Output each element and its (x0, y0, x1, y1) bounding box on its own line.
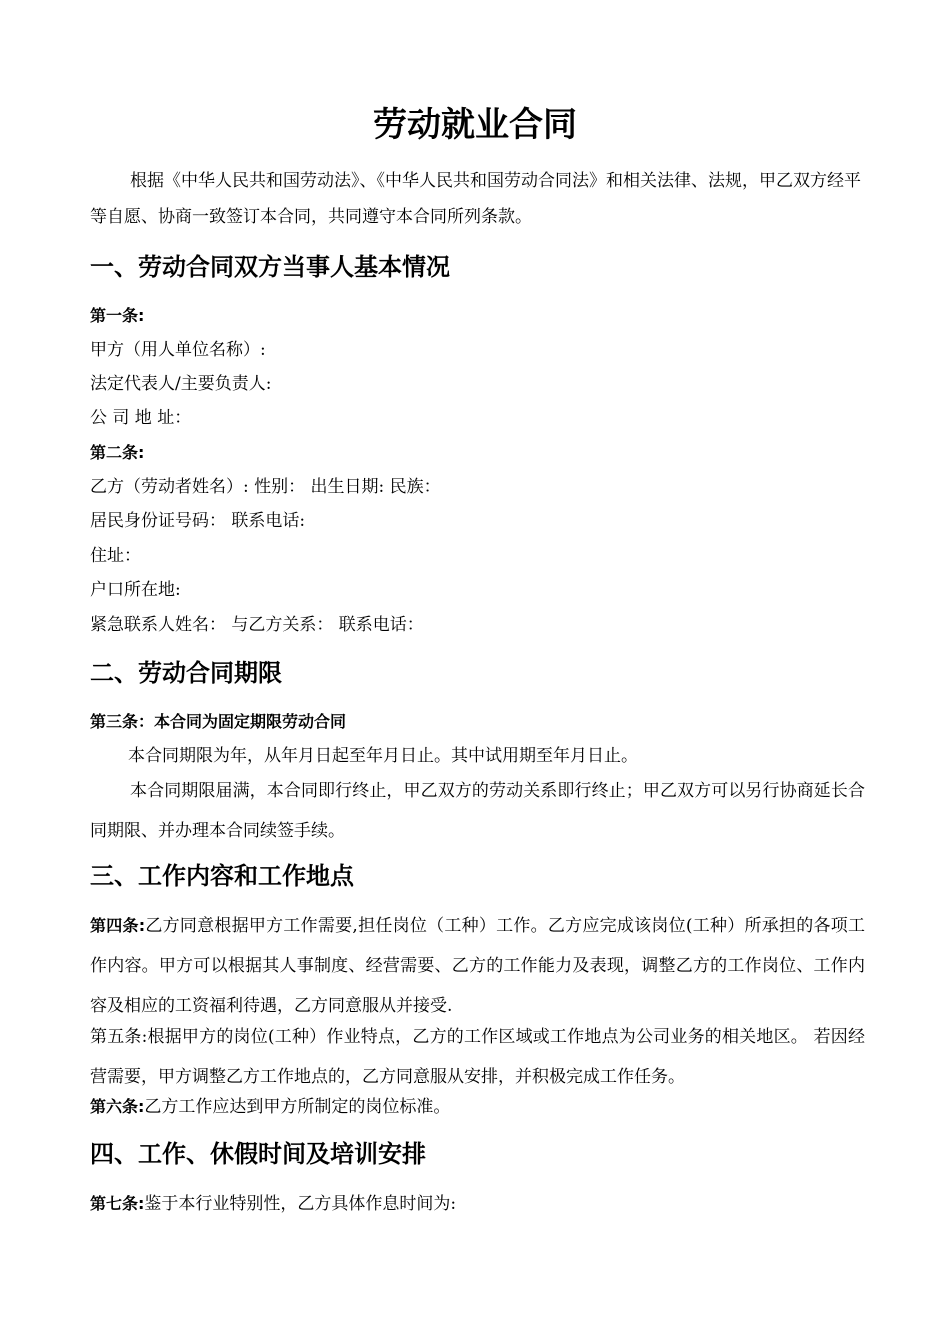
article-6-label: 第六条: (90, 1097, 145, 1116)
party-b-info-line: 乙方（劳动者姓名）: 性别： 出生日期: 民族： (90, 477, 441, 497)
article-3-label: 第三条：本合同为固定期限劳动合同 (90, 712, 347, 731)
document-title: 劳动就业合同 (373, 105, 577, 145)
contract-term-line: 本合同期限为年，从年月日起至年月日止。其中试用期至年月日止。 (128, 746, 638, 766)
article-7-label: 第七条: (90, 1194, 145, 1213)
article-6-text: 乙方工作应达到甲方所制定的岗位标准。 (144, 1097, 451, 1117)
article-5-paragraph: 第五条:根据甲方的岗位(工种）作业特点，乙方的工作区域或工作地点为公司业务的相关地区。 若因经营需要，甲方调整乙方工作地点的，乙方同意服从安排，并积极完成工作任务。 (90, 1027, 865, 1087)
article-6-line (90, 1094, 450, 1120)
household-line: 户口所在地: (90, 580, 181, 600)
article-4-label: 第四条: (90, 916, 146, 935)
article-2-label: 第二条: (90, 443, 145, 462)
party-a-name-line: 甲方（用人单位名称）: (90, 340, 266, 360)
article-7-text: 鉴于本行业特别性，乙方具体作息时间为: (144, 1194, 457, 1214)
address-line: 住址： (90, 546, 141, 566)
id-phone-line: 居民身份证号码： 联系电话: (90, 511, 306, 531)
section-1-heading: 一、劳动合同双方当事人基本情况 (90, 253, 450, 281)
company-address-line: 公 司 地 址： (90, 408, 192, 428)
article-4-paragraph (90, 906, 865, 1026)
emergency-contact-line: 紧急联系人姓名： 与乙方关系： 联系电话： (90, 615, 424, 635)
article-7-line (90, 1191, 456, 1217)
article-1-label: 第一条: (90, 306, 145, 325)
legal-rep-line: 法定代表人/主要负责人: (90, 374, 272, 394)
intro-paragraph: 根据《中华人民共和国劳动法》、《中华人民共和国劳动合同法》和相关法律、法规，甲乙双方经平等自愿、协商一致签订本合同，共同遵守本合同所列条款。 (90, 171, 861, 227)
article-4-text: 乙方同意根据甲方工作需要,担任岗位（工种）工作。乙方应完成该岗位(工种）所承担的各项工作内容。甲方可以根据其人事制度、经营需要、乙方的工作能力及表现，调整乙方的工作岗位、工作内容及相应的工资福利待遇，乙方同意服从并接受. (90, 916, 865, 1016)
section-4-heading: 四、工作、休假时间及培训安排 (90, 1140, 426, 1168)
section-3-heading: 三、工作内容和工作地点 (90, 862, 354, 890)
contract-expiry-paragraph: 本合同期限届满，本合同即行终止，甲乙双方的劳动关系即行终止；甲乙双方可以另行协商延长合同期限、并办理本合同续签手续。 (90, 781, 865, 841)
section-2-heading: 二、劳动合同期限 (90, 659, 282, 687)
